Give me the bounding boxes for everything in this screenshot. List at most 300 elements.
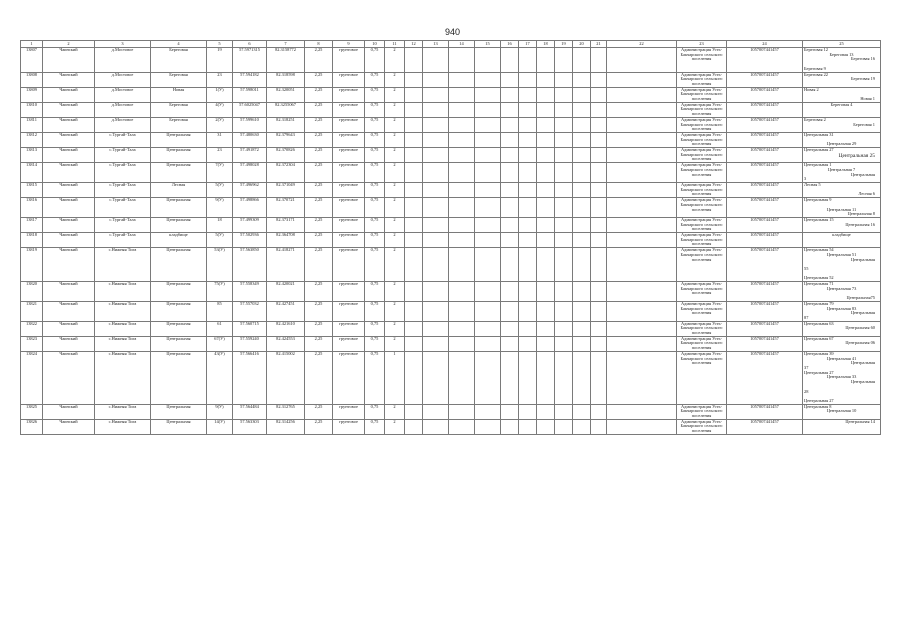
surface-cell: грунтовое	[333, 132, 365, 147]
address-line: Береговая 9	[804, 65, 826, 71]
house-cell: 53(У)	[207, 248, 233, 282]
house-cell: 5(У)	[207, 233, 233, 248]
address-line: Центральная 27	[804, 147, 834, 153]
locality-cell: с.Нижняя Тига	[95, 301, 151, 321]
organization-cell	[677, 198, 727, 218]
table-row	[21, 87, 881, 102]
latitude-cell: 57.496962	[233, 182, 267, 197]
latitude-cell: 57.599610	[233, 117, 267, 132]
empty-cell	[423, 182, 449, 197]
longitude-cell: 82.3158772	[267, 48, 305, 73]
empty-cell	[449, 336, 475, 351]
column-header: 20	[573, 41, 591, 48]
organization-line: Администрация Усть-	[680, 132, 723, 137]
longitude-cell: 82.418271	[267, 248, 305, 282]
empty-cell	[501, 217, 519, 232]
organization-line: поселения	[691, 345, 712, 351]
volume-cell: 0,75	[365, 102, 385, 117]
address-cell	[803, 198, 881, 218]
inn-cell: 1057007441457	[727, 163, 803, 183]
inn-cell: 1057007441457	[727, 248, 803, 282]
organization-line: Администрация Усть-	[680, 351, 723, 356]
address-cell	[803, 132, 881, 147]
organization-line: поселения	[691, 256, 712, 262]
longitude-cell: 82.312765	[267, 404, 305, 419]
surface-cell: грунтовое	[333, 419, 365, 434]
address-line: 87	[804, 314, 809, 320]
address-line: Центральная 29	[826, 141, 857, 147]
empty-cell	[501, 233, 519, 248]
street-cell: Центральная	[151, 132, 207, 147]
address-line: Центральная 52	[804, 275, 834, 281]
empty-cell	[555, 163, 573, 183]
empty-cell	[591, 48, 607, 73]
inn-cell: 1057007441457	[727, 117, 803, 132]
table-row	[21, 336, 881, 351]
volume-cell: 0,75	[365, 419, 385, 434]
organization-cell	[677, 336, 727, 351]
column-header: 5	[207, 41, 233, 48]
table-row	[21, 72, 881, 87]
organization-line: Бакчарского сельского	[680, 251, 723, 257]
address-line: 28	[804, 388, 809, 394]
organization-line: Администрация Усть-	[680, 281, 723, 287]
area-cell: 2,25	[305, 336, 333, 351]
empty-cell	[449, 282, 475, 302]
table-row	[21, 217, 881, 232]
surface-cell: грунтовое	[333, 404, 365, 419]
volume-cell: 0,75	[365, 282, 385, 302]
house-cell: 1(У)	[207, 87, 233, 102]
empty-cell	[607, 404, 677, 419]
empty-cell	[555, 282, 573, 302]
street-cell: Береговая	[151, 102, 207, 117]
address-line: Центральная 63	[804, 321, 834, 326]
address-cell	[803, 182, 881, 197]
latitude-cell: 57.559240	[233, 336, 267, 351]
address-line: Лесная 5	[804, 182, 821, 187]
empty-cell	[501, 301, 519, 321]
empty-cell	[501, 87, 519, 102]
empty-cell	[607, 217, 677, 232]
empty-cell	[405, 148, 423, 163]
column-header: 12	[405, 41, 423, 48]
empty-cell	[475, 301, 501, 321]
empty-cell	[449, 117, 475, 132]
empty-cell	[573, 321, 591, 336]
volume-cell: 0,75	[365, 87, 385, 102]
empty-cell	[591, 404, 607, 419]
row-id: 13820	[21, 282, 43, 302]
empty-cell	[607, 336, 677, 351]
empty-cell	[537, 419, 555, 434]
organization-cell	[677, 233, 727, 248]
empty-cell	[607, 321, 677, 336]
row-id: 13823	[21, 336, 43, 351]
house-cell: 9(У)	[207, 198, 233, 218]
district-cell: Чаинский	[43, 87, 95, 102]
organization-line: Бакчарского сельского	[680, 166, 723, 172]
organization-line: Бакчарского сельского	[680, 221, 723, 227]
address-line: Береговая 12	[804, 47, 828, 52]
organization-line: Бакчарского сельского	[680, 106, 723, 112]
column-header: 1	[21, 41, 43, 48]
empty-cell	[449, 182, 475, 197]
organization-line: Администрация Усть-	[680, 336, 723, 341]
empty-cell	[573, 148, 591, 163]
empty-cell	[555, 419, 573, 434]
address-cell	[803, 419, 881, 434]
address-cell	[803, 351, 881, 404]
empty-cell	[501, 321, 519, 336]
column-header: 15	[475, 41, 501, 48]
empty-cell	[607, 102, 677, 117]
empty-cell	[501, 336, 519, 351]
organization-line: Администрация Усть-	[680, 162, 723, 168]
organization-line: Администрация Усть-	[680, 72, 723, 77]
longitude-cell: 82.372304	[267, 163, 305, 183]
longitude-cell: 82.424553	[267, 336, 305, 351]
street-cell: Центральная	[151, 419, 207, 434]
count-cell: 2	[385, 301, 405, 321]
empty-cell	[475, 404, 501, 419]
surface-cell: грунтовое	[333, 301, 365, 321]
empty-cell	[607, 233, 677, 248]
empty-cell	[405, 198, 423, 218]
locality-cell: д.Мостовое	[95, 117, 151, 132]
table-body	[21, 48, 881, 435]
house-cell: 23	[207, 72, 233, 87]
address-line: Центральная	[850, 310, 875, 316]
empty-cell	[607, 117, 677, 132]
area-cell: 2,25	[305, 351, 333, 404]
organization-line: Бакчарского сельского	[680, 121, 723, 127]
surface-cell: грунтовое	[333, 117, 365, 132]
empty-cell	[475, 248, 501, 282]
street-cell: Центральная	[151, 248, 207, 282]
organization-cell	[677, 282, 727, 302]
empty-cell	[573, 351, 591, 404]
area-cell: 2,25	[305, 301, 333, 321]
address-cell	[803, 336, 881, 351]
latitude-cell: 57.502936	[233, 233, 267, 248]
empty-cell	[537, 72, 555, 87]
empty-cell	[537, 117, 555, 132]
inn-cell: 1057007441457	[727, 351, 803, 404]
locality-cell: с.Нижняя Тига	[95, 404, 151, 419]
empty-cell	[449, 72, 475, 87]
table-row	[21, 182, 881, 197]
empty-cell	[405, 282, 423, 302]
address-line: Центральная 15	[804, 217, 834, 222]
empty-cell	[423, 336, 449, 351]
empty-cell	[501, 148, 519, 163]
empty-cell	[537, 217, 555, 232]
count-cell: 2	[385, 248, 405, 282]
longitude-cell: 82.370721	[267, 198, 305, 218]
surface-cell: грунтовое	[333, 182, 365, 197]
organization-cell	[677, 163, 727, 183]
organization-cell	[677, 301, 727, 321]
empty-cell	[573, 117, 591, 132]
empty-cell	[573, 233, 591, 248]
surface-cell: грунтовое	[333, 48, 365, 73]
column-header: 25	[803, 41, 881, 48]
inn-cell: 1057007441457	[727, 301, 803, 321]
organization-cell	[677, 248, 727, 282]
area-cell: 2,25	[305, 72, 333, 87]
organization-line: поселения	[691, 171, 712, 177]
empty-cell	[591, 336, 607, 351]
district-cell: Чаинский	[43, 404, 95, 419]
latitude-cell: 57.557032	[233, 301, 267, 321]
empty-cell	[449, 148, 475, 163]
empty-cell	[537, 282, 555, 302]
latitude-cell: 57.560715	[233, 321, 267, 336]
organization-line: Бакчарского сельского	[680, 51, 723, 57]
empty-cell	[475, 87, 501, 102]
empty-cell	[573, 102, 591, 117]
address-line: Центральная	[850, 379, 875, 385]
empty-cell	[405, 248, 423, 282]
column-header: 3	[95, 41, 151, 48]
area-cell: 2,25	[305, 198, 333, 218]
table-row	[21, 248, 881, 282]
organization-line: Администрация Усть-	[680, 87, 723, 92]
surface-cell: грунтовое	[333, 87, 365, 102]
empty-cell	[423, 87, 449, 102]
row-id: 13812	[21, 132, 43, 147]
empty-cell	[475, 321, 501, 336]
organization-line: Бакчарского сельского	[680, 285, 723, 291]
district-cell: Чаинский	[43, 351, 95, 404]
empty-cell	[591, 87, 607, 102]
district-cell: Чаинский	[43, 217, 95, 232]
row-id: 13819	[21, 248, 43, 282]
longitude-cell: 82.3255067	[267, 102, 305, 117]
empty-cell	[555, 217, 573, 232]
empty-cell	[573, 301, 591, 321]
locality-cell: с.Тургай-Тала	[95, 148, 151, 163]
area-cell: 2,25	[305, 48, 333, 73]
inn-cell: 1057007441457	[727, 336, 803, 351]
district-cell: Чаинский	[43, 102, 95, 117]
longitude-cell: 82.320051	[267, 87, 305, 102]
empty-cell	[591, 182, 607, 197]
volume-cell: 0,75	[365, 351, 385, 404]
row-id: 13817	[21, 217, 43, 232]
locality-cell: д.Мостовое	[95, 102, 151, 117]
empty-cell	[591, 248, 607, 282]
address-line: Центральная 71	[804, 281, 834, 287]
empty-cell	[405, 163, 423, 183]
empty-cell	[573, 419, 591, 434]
organization-cell	[677, 404, 727, 419]
count-cell: 2	[385, 321, 405, 336]
empty-cell	[501, 404, 519, 419]
house-cell: 19	[207, 48, 233, 73]
latitude-cell: 57.5971315	[233, 48, 267, 73]
empty-cell	[423, 198, 449, 218]
empty-cell	[423, 48, 449, 73]
empty-cell	[591, 132, 607, 147]
area-cell: 2,25	[305, 248, 333, 282]
empty-cell	[423, 117, 449, 132]
address-cell	[803, 48, 881, 73]
empty-cell	[591, 419, 607, 434]
address-cell	[803, 301, 881, 321]
empty-cell	[607, 351, 677, 404]
organization-line: Администрация Усть-	[680, 197, 723, 203]
empty-cell	[501, 117, 519, 132]
count-cell: 2	[385, 419, 405, 434]
locality-cell: с.Нижняя Тига	[95, 282, 151, 302]
address-line: Центральная	[850, 360, 875, 366]
count-cell: 2	[385, 233, 405, 248]
empty-cell	[591, 198, 607, 218]
count-cell: 1	[385, 351, 405, 404]
organization-line: Администрация Усть-	[680, 102, 723, 107]
organization-cell	[677, 132, 727, 147]
street-cell: Новая	[151, 87, 207, 102]
volume-cell: 0,75	[365, 132, 385, 147]
organization-line: Администрация Усть-	[680, 321, 723, 326]
empty-cell	[519, 404, 537, 419]
empty-cell	[475, 148, 501, 163]
inn-cell: 1057007441457	[727, 404, 803, 419]
empty-cell	[405, 102, 423, 117]
address-cell	[803, 248, 881, 282]
row-id: 13826	[21, 419, 43, 434]
address-cell	[803, 282, 881, 302]
address-line: Береговая 19	[851, 76, 875, 82]
empty-cell	[519, 419, 537, 434]
organization-cell	[677, 217, 727, 232]
longitude-cell: 82.421610	[267, 321, 305, 336]
address-line: 3	[804, 176, 807, 182]
empty-cell	[475, 217, 501, 232]
district-cell: Чаинский	[43, 72, 95, 87]
district-cell: Чаинский	[43, 48, 95, 73]
row-id: 13825	[21, 404, 43, 419]
row-id: 13807	[21, 48, 43, 73]
column-header: 6	[233, 41, 267, 48]
empty-cell	[591, 102, 607, 117]
empty-cell	[555, 233, 573, 248]
latitude-cell: 57.558349	[233, 282, 267, 302]
empty-cell	[555, 72, 573, 87]
empty-cell	[423, 72, 449, 87]
area-cell: 2,25	[305, 233, 333, 248]
column-header: 17	[519, 41, 537, 48]
organization-line: поселения	[691, 330, 712, 336]
empty-cell	[405, 321, 423, 336]
count-cell: 2	[385, 198, 405, 218]
empty-cell	[555, 102, 573, 117]
organization-line: поселения	[691, 226, 712, 232]
count-cell: 2	[385, 404, 405, 419]
street-cell: Центральная	[151, 404, 207, 419]
organization-line: Администрация Усть-	[680, 47, 723, 52]
street-cell: Центральная	[151, 321, 207, 336]
empty-cell	[537, 148, 555, 163]
inn-cell: 1057007441457	[727, 419, 803, 434]
organization-cell	[677, 321, 727, 336]
volume-cell: 0,75	[365, 301, 385, 321]
empty-cell	[607, 282, 677, 302]
longitude-cell: 82.420021	[267, 282, 305, 302]
empty-cell	[405, 72, 423, 87]
empty-cell	[423, 282, 449, 302]
empty-cell	[475, 233, 501, 248]
longitude-cell: 82.373171	[267, 217, 305, 232]
organization-cell	[677, 102, 727, 117]
empty-cell	[591, 148, 607, 163]
column-header: 11	[385, 41, 405, 48]
table-row	[21, 282, 881, 302]
registry-table	[20, 40, 881, 435]
address-line: Береговая 1	[853, 121, 875, 127]
organization-line: Администрация Усть-	[680, 147, 723, 153]
table-row	[21, 351, 881, 404]
count-cell: 2	[385, 217, 405, 232]
empty-cell	[449, 351, 475, 404]
surface-cell: грунтовое	[333, 282, 365, 302]
empty-cell	[475, 182, 501, 197]
empty-cell	[591, 163, 607, 183]
empty-cell	[555, 336, 573, 351]
address-line: Центральная 25	[838, 152, 875, 159]
empty-cell	[405, 301, 423, 321]
volume-cell: 0,75	[365, 233, 385, 248]
volume-cell: 0,75	[365, 182, 385, 197]
count-cell: 2	[385, 148, 405, 163]
empty-cell	[501, 72, 519, 87]
empty-cell	[475, 72, 501, 87]
empty-cell	[607, 87, 677, 102]
house-cell: 5(У)	[207, 182, 233, 197]
row-id: 13809	[21, 87, 43, 102]
organization-line: Бакчарского сельского	[680, 136, 723, 142]
address-cell	[803, 87, 881, 102]
table-row	[21, 233, 881, 248]
empty-cell	[475, 163, 501, 183]
empty-cell	[607, 419, 677, 434]
empty-cell	[519, 321, 537, 336]
row-id: 13821	[21, 301, 43, 321]
address-line: Центральная	[850, 256, 875, 262]
longitude-cell: 82.371049	[267, 182, 305, 197]
inn-cell: 1057007441457	[727, 233, 803, 248]
area-cell: 2,25	[305, 217, 333, 232]
empty-cell	[607, 301, 677, 321]
house-cell: 14(У)	[207, 419, 233, 434]
row-id: 13811	[21, 117, 43, 132]
organization-line: Администрация Усть-	[680, 217, 723, 222]
locality-cell: д.Мостовое	[95, 48, 151, 73]
column-header: 16	[501, 41, 519, 48]
empty-cell	[405, 132, 423, 147]
organization-line: Бакчарского сельского	[680, 201, 723, 207]
surface-cell: грунтовое	[333, 233, 365, 248]
empty-cell	[591, 233, 607, 248]
district-cell: Чаинский	[43, 419, 95, 434]
address-line: Центральная 41	[826, 355, 857, 361]
area-cell: 2,25	[305, 282, 333, 302]
area-cell: 2,25	[305, 87, 333, 102]
column-header: 23	[677, 41, 727, 48]
empty-cell	[537, 351, 555, 404]
